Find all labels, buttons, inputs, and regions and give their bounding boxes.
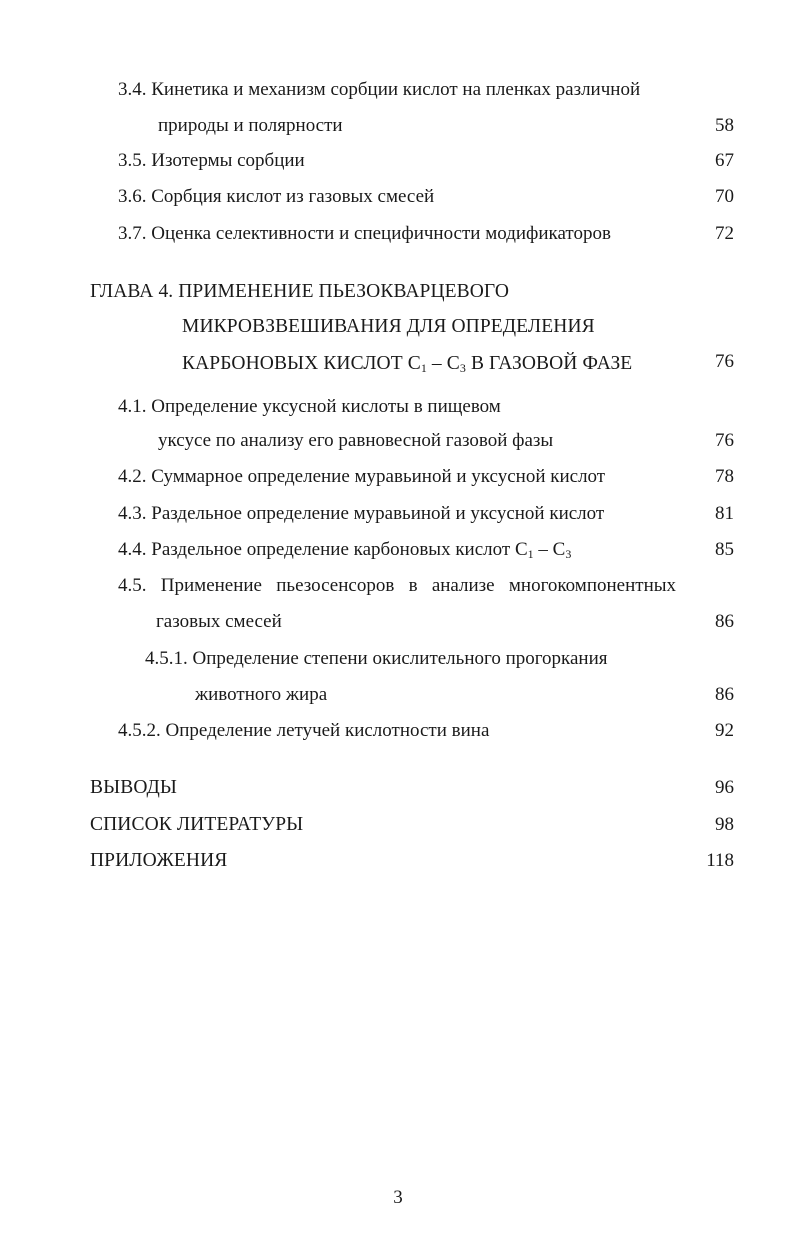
entry-4-4-subscript-3: 3 [565,547,572,561]
toc-chapter-4-line2: МИКРОВЗВЕШИВАНИЯ ДЛЯ ОПРЕДЕЛЕНИЯ [182,316,595,337]
toc-page-4-3: 81 [715,503,734,524]
toc-page-4-5-2: 92 [715,720,734,741]
chapter-4-line3-text-a: КАРБОНОВЫХ КИСЛОТ С [182,353,421,374]
entry-4-4-text-a: 4.4. Раздельное определение карбоновых кислот С [118,539,528,560]
toc-entry-3-4-line2: природы и полярности [158,115,343,136]
toc-entry-4-2: 4.2. Суммарное определение муравьиной и уксусной кислот [118,466,606,487]
toc-page-chapter-4: 76 [715,351,734,372]
toc-page-appendices: 118 [706,850,734,871]
toc-entry-4-5-2: 4.5.2. Определение летучей кислотности вина [118,720,490,741]
toc-chapter-4-line1: ГЛАВА 4. ПРИМЕНЕНИЕ ПЬЕЗОКВАРЦЕВОГО [90,281,509,302]
toc-entry-3-5: 3.5. Изотермы сорбции [118,150,305,171]
toc-page-references: 98 [715,814,734,835]
toc-page-3-5: 67 [715,150,734,171]
toc-page-4-2: 78 [715,466,734,487]
toc-entry-4-1-line1: 4.1. Определение уксусной кислоты в пищевом [118,396,501,417]
entry-4-4-text-b: – С [533,539,566,560]
toc-entry-4-5-1-line1: 4.5.1. Определение степени окислительного прогоркания [145,648,608,669]
toc-page-3-4: 58 [715,115,734,136]
toc-page-4-1: 76 [715,430,734,451]
toc-entry-3-6: 3.6. Сорбция кислот из газовых смесей [118,186,435,207]
chapter-4-line3-text-b: – С [426,353,460,374]
toc-entry-references: СПИСОК ЛИТЕРАТУРЫ [90,814,304,835]
toc-entry-4-3: 4.3. Раздельное определение муравьиной и уксусной кислот [118,503,605,524]
entry-4-4-subscript-1: 1 [527,547,534,561]
page-number: 3 [393,1187,403,1208]
toc-page-4-4: 85 [715,539,734,560]
toc-chapter-4-line3 [182,352,632,376]
toc-entry-4-5-line2: газовых смесей [156,611,282,632]
toc-page-4-5: 86 [715,611,734,632]
chapter-4-subscript-1: 1 [420,361,427,375]
chapter-4-subscript-3: 3 [459,361,466,375]
toc-entry-3-4-line1: 3.4. Кинетика и механизм сорбции кислот на пленках различной [118,79,641,100]
toc-page-4-5-1: 86 [715,684,734,705]
toc-entry-4-5-line1: 4.5. Применение пьезосенсоров в анализе многокомпонентных [118,575,676,596]
toc-page-3-7: 72 [715,223,734,244]
toc-entry-4-1-line2: уксусе по анализу его равновесной газовой фазы [158,430,554,451]
chapter-4-line3-text-c: В ГАЗОВОЙ ФАЗЕ [465,353,633,374]
toc-entry-4-5-1-line2: животного жира [195,684,328,705]
toc-entry-4-4 [118,538,571,562]
toc-page-3-6: 70 [715,186,734,207]
toc-entry-appendices: ПРИЛОЖЕНИЯ [90,850,228,871]
toc-entry-3-7: 3.7. Оценка селективности и специфичности модификаторов [118,223,611,244]
toc-page-conclusions: 96 [715,777,734,798]
toc-entry-conclusions: ВЫВОДЫ [90,777,178,798]
